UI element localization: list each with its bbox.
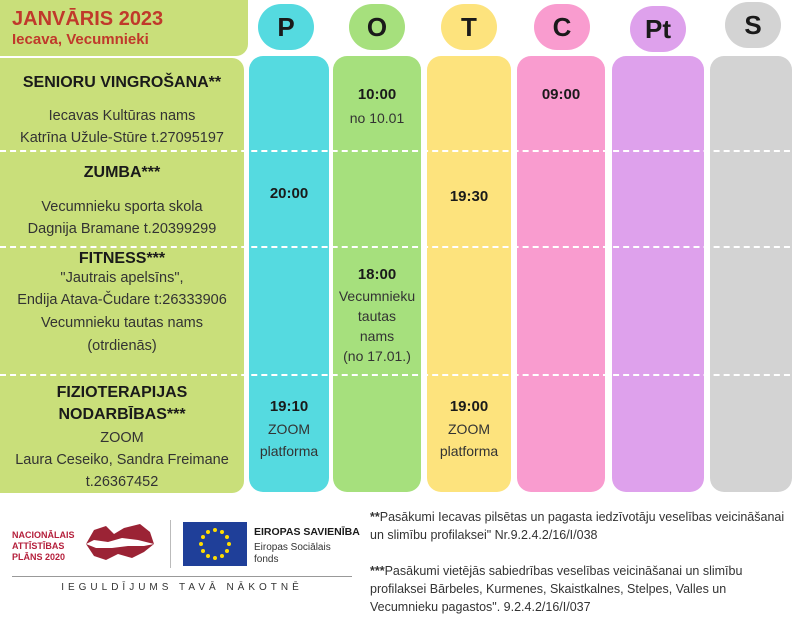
activity-contact: t.26367452 xyxy=(85,474,159,490)
time-slot: 18:00 xyxy=(357,266,397,283)
time-note: (no 17.01.) xyxy=(343,348,411,364)
time-note: platforma xyxy=(259,443,319,459)
nap-logo-text: NACIONĀLAIS ATTĪSTĪBAS PLĀNS 2020 xyxy=(12,530,75,562)
day-label-o: O xyxy=(349,4,405,50)
time-slot: 19:10 xyxy=(269,398,309,415)
logo-divider xyxy=(170,520,171,568)
page-title: JANVĀRIS 2023 xyxy=(12,8,164,30)
row-separator xyxy=(0,246,800,248)
activity-title: ZUMBA*** xyxy=(83,164,161,181)
row-separator xyxy=(0,150,800,152)
time-slot: 19:30 xyxy=(449,188,489,205)
eu-logo-title: EIROPAS SAVIENĪBA xyxy=(254,526,360,538)
activity-location: Iecavas Kultūras nams xyxy=(48,108,196,124)
row-separator xyxy=(0,374,800,376)
slogan: IEGULDĪJUMS TAVĀ NĀKOTNĒ xyxy=(61,582,303,593)
day-label-p: P xyxy=(258,4,314,50)
activity-title: FIZIOTERAPIJAS xyxy=(56,384,188,401)
page-subtitle: Iecava, Vecumnieki xyxy=(12,31,149,48)
time-note: Vecumnieku xyxy=(338,288,416,304)
time-slot: 10:00 xyxy=(357,86,397,103)
activity-location: Vecumnieku sporta skola xyxy=(41,199,203,215)
footnote-1: **Pasākumi Iecavas pilsētas un pagasta iedzīvotāju veselības veicināšanai un slimību profilaksei" Nr.9.2.4.2/16/I/038 xyxy=(370,510,785,542)
day-label-c: C xyxy=(534,4,590,50)
activity-location: Vecumnieku tautas nams xyxy=(40,315,203,331)
activity-title: SENIORU VINGROŠANA** xyxy=(22,74,222,91)
activity-contact: Dagnija Bramane t.20399299 xyxy=(27,221,217,237)
time-note: ZOOM xyxy=(268,421,310,437)
time-note: nams xyxy=(359,328,395,344)
activity-title: FITNESS*** xyxy=(78,250,166,267)
activity-contact: Katrīna Užule-Stūre t.27095197 xyxy=(20,130,224,146)
activity-line: (otrdienās) xyxy=(87,338,157,354)
activity-location: ZOOM xyxy=(100,430,144,446)
day-label-t: T xyxy=(441,4,497,50)
eu-logo-sub: Eiropas Sociālais fonds xyxy=(254,542,331,565)
time-slot: 20:00 xyxy=(269,185,309,202)
time-note: platforma xyxy=(439,443,499,459)
time-slot: 09:00 xyxy=(541,86,581,103)
eu-flag-icon xyxy=(183,522,247,566)
header-box xyxy=(0,0,248,56)
latvia-map-icon xyxy=(84,520,156,569)
footnote-2: ***Pasākumi vietējās sabiedrības veselības veicināšanai un slimību profilaksei Bārbeles, Kurmenes, Skaistkalnes, Stelpes, Valles un Vecumnieku pagastos". 9.2.4.2/16/I/037 xyxy=(370,564,743,614)
day-label-pt: Pt xyxy=(630,6,686,52)
day-label-s: S xyxy=(725,2,781,48)
time-note: tautas xyxy=(357,308,397,324)
activity-contact: Laura Ceseiko, Sandra Freimane xyxy=(15,452,229,468)
time-slot: 19:00 xyxy=(449,398,489,415)
column-s xyxy=(710,56,792,492)
column-c xyxy=(517,56,605,492)
activity-contact: Endija Atava-Čudare t:26333906 xyxy=(17,292,227,308)
footer-rule xyxy=(12,576,352,577)
time-note: ZOOM xyxy=(448,421,490,437)
activity-title: NODARBĪBAS*** xyxy=(58,406,186,423)
activity-line: "Jautrais apelsīns", xyxy=(60,270,184,286)
column-pt xyxy=(612,56,704,492)
time-note: no 10.01 xyxy=(349,110,405,126)
